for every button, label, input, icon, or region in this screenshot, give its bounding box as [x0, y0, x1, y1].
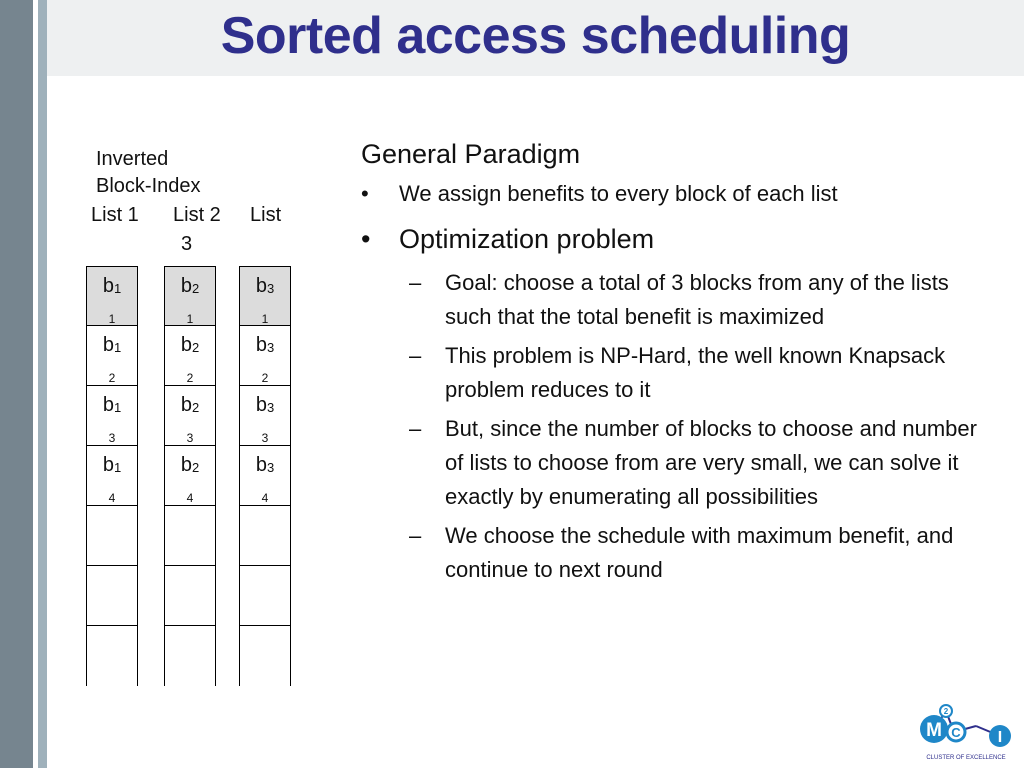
- block-cell: [240, 326, 290, 386]
- block-list-number: 2: [191, 340, 200, 355]
- block-cell: [240, 446, 290, 506]
- sub-bullet-text: But, since the number of blocks to choose and number of lists to choose from are very small, we can solve it exactly by enumerating all possibilities: [445, 416, 977, 509]
- index-title-line2: Block-Index: [96, 175, 201, 197]
- block-label: [165, 454, 215, 477]
- bullet-text: We assign benefits to every block of each list: [399, 181, 838, 206]
- block-cell: [165, 506, 215, 566]
- block-cell: [165, 626, 215, 686]
- block-label: [165, 334, 215, 357]
- block-list-number: 2: [191, 400, 200, 415]
- left-decor-bar-light: [38, 0, 47, 768]
- left-decor-bar-dark: [0, 0, 33, 768]
- index-title: [96, 146, 201, 200]
- block-letter: b: [255, 334, 267, 356]
- dash-mark: –: [409, 343, 422, 368]
- sub-bullet-item: [409, 412, 999, 514]
- dash-mark: –: [409, 270, 422, 295]
- block-cell: [165, 326, 215, 386]
- block-list-number: 2: [191, 460, 200, 475]
- list1-column: [86, 266, 138, 686]
- block-number: 3: [261, 431, 269, 445]
- block-list-number: 3: [266, 340, 275, 355]
- block-cell: [165, 386, 215, 446]
- block-number: 2: [261, 371, 269, 385]
- bullet-mark: •: [361, 181, 369, 206]
- block-number: 1: [108, 312, 116, 326]
- block-cell: [87, 506, 137, 566]
- block-cell: [87, 326, 137, 386]
- dash-mark: –: [409, 523, 422, 548]
- index-title-line1: Inverted: [96, 148, 169, 170]
- block-letter: b: [180, 454, 192, 476]
- bullet-item: [361, 222, 1001, 256]
- block-list-number: 2: [191, 281, 200, 296]
- block-label: [87, 334, 137, 357]
- logo-letter-m: M: [926, 720, 942, 741]
- block-cell: [87, 446, 137, 506]
- list2-column: [164, 266, 216, 686]
- block-cell: [240, 566, 290, 626]
- block-cell: [165, 446, 215, 506]
- block-label: [165, 275, 215, 298]
- block-label: [240, 454, 290, 477]
- block-label: [240, 275, 290, 298]
- list3-column: [239, 266, 291, 686]
- block-list-number: 1: [113, 460, 122, 475]
- block-letter: b: [102, 275, 114, 297]
- block-letter: b: [102, 334, 114, 356]
- sub-bullet-item: [409, 266, 999, 334]
- slide-title: Sorted access scheduling: [220, 7, 851, 65]
- block-list-number: 1: [113, 281, 122, 296]
- block-cell: [240, 506, 290, 566]
- block-label: [240, 334, 290, 357]
- list3-label-wrap: 3: [181, 233, 193, 255]
- sub-bullet-item: [409, 339, 999, 407]
- block-list-number: 3: [266, 281, 275, 296]
- block-number: 4: [186, 491, 194, 505]
- block-label: [87, 454, 137, 477]
- logo-letter-c: C: [951, 725, 961, 740]
- logo-caption: CLUSTER OF EXCELLENCE: [926, 755, 1006, 761]
- block-list-number: 1: [113, 340, 122, 355]
- block-letter: b: [102, 454, 114, 476]
- block-cell: [240, 626, 290, 686]
- sub-bullet-text: This problem is NP-Hard, the well known Knapsack problem reduces to it: [445, 343, 946, 402]
- sub-bullet-item: [409, 519, 999, 587]
- list1-label: List 1: [91, 204, 139, 226]
- block-letter: b: [180, 394, 192, 416]
- block-cell: [165, 266, 215, 326]
- block-cell: [240, 266, 290, 326]
- block-letter: b: [255, 394, 267, 416]
- block-label: [165, 394, 215, 417]
- block-number: 2: [186, 371, 194, 385]
- block-letter: b: [180, 275, 192, 297]
- block-number: 4: [108, 491, 116, 505]
- block-cell: [240, 386, 290, 446]
- block-label: [87, 275, 137, 298]
- list2-label: List 2: [173, 204, 221, 226]
- logo-letter-2: 2: [943, 707, 949, 716]
- logo-letter-i: I: [997, 729, 1003, 746]
- block-number: 2: [108, 371, 116, 385]
- block-cell: [87, 266, 137, 326]
- sub-bullet-text: Goal: choose a total of 3 blocks from any of the lists such that the total benefit is maximized: [445, 270, 949, 329]
- block-letter: b: [255, 454, 267, 476]
- block-number: 1: [186, 312, 194, 326]
- sub-bullet-text: We choose the schedule with maximum benefit, and continue to next round: [445, 523, 954, 582]
- block-letter: b: [255, 275, 267, 297]
- list3-label: List: [250, 204, 282, 226]
- dash-mark: –: [409, 416, 422, 441]
- block-list-number: 3: [266, 460, 275, 475]
- bullet-list: [361, 180, 1001, 592]
- block-number: 3: [186, 431, 194, 445]
- block-cell: [87, 626, 137, 686]
- block-label: [87, 394, 137, 417]
- block-letter: b: [180, 334, 192, 356]
- bullet-mark: •: [361, 224, 371, 254]
- block-label: [240, 394, 290, 417]
- block-letter: b: [102, 394, 114, 416]
- block-cell: [165, 566, 215, 626]
- block-list-number: 3: [266, 400, 275, 415]
- bullet-item: [361, 180, 1001, 208]
- block-list-number: 1: [113, 400, 122, 415]
- m2ci-logo: [916, 702, 1016, 764]
- paradigm-heading: General Paradigm: [361, 139, 581, 169]
- block-number: 3: [108, 431, 116, 445]
- bullet-text: Optimization problem: [399, 224, 655, 254]
- block-number: 1: [261, 312, 269, 326]
- block-cell: [87, 386, 137, 446]
- block-number: 4: [261, 491, 269, 505]
- block-cell: [87, 566, 137, 626]
